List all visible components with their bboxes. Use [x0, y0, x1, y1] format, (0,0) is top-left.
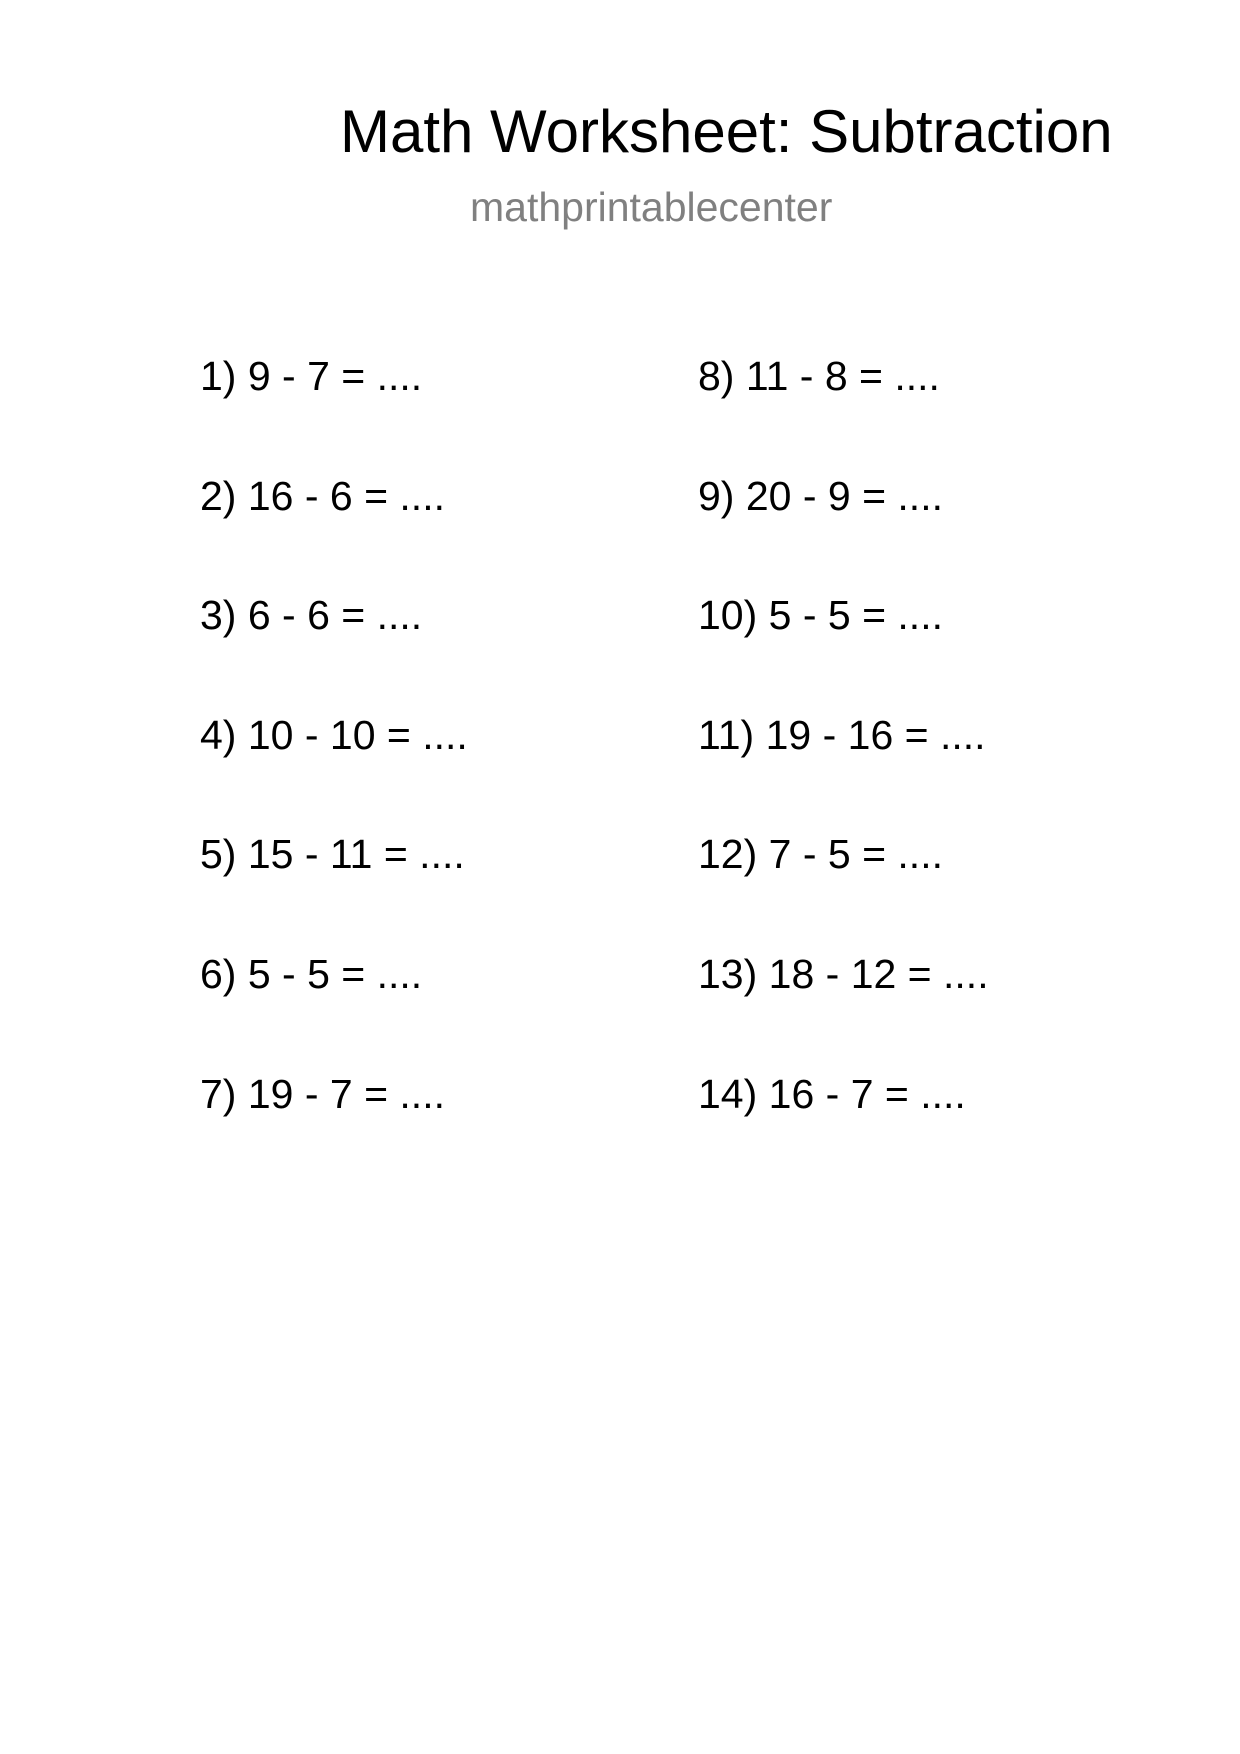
problem-item: 2) 16 - 6 = ....	[200, 473, 445, 519]
problem-item: 4) 10 - 10 = ....	[200, 712, 468, 758]
page-title: Math Worksheet: Subtraction	[340, 98, 1113, 165]
problem-item: 12) 7 - 5 = ....	[698, 831, 943, 877]
problem-item: 11) 19 - 16 = ....	[698, 712, 986, 758]
problem-item: 10) 5 - 5 = ....	[698, 592, 943, 638]
problem-item: 3) 6 - 6 = ....	[200, 592, 423, 638]
site-name-subtitle: mathprintablecenter	[470, 184, 833, 230]
problem-item: 9) 20 - 9 = ....	[698, 473, 943, 519]
problem-item: 1) 9 - 7 = ....	[200, 353, 423, 399]
problem-item: 7) 19 - 7 = ....	[200, 1071, 445, 1117]
problem-item: 8) 11 - 8 = ....	[698, 353, 940, 399]
problem-item: 5) 15 - 11 = ....	[200, 831, 465, 877]
problem-item: 14) 16 - 7 = ....	[698, 1071, 966, 1117]
problem-item: 6) 5 - 5 = ....	[200, 951, 423, 997]
problem-item: 13) 18 - 12 = ....	[698, 951, 989, 997]
